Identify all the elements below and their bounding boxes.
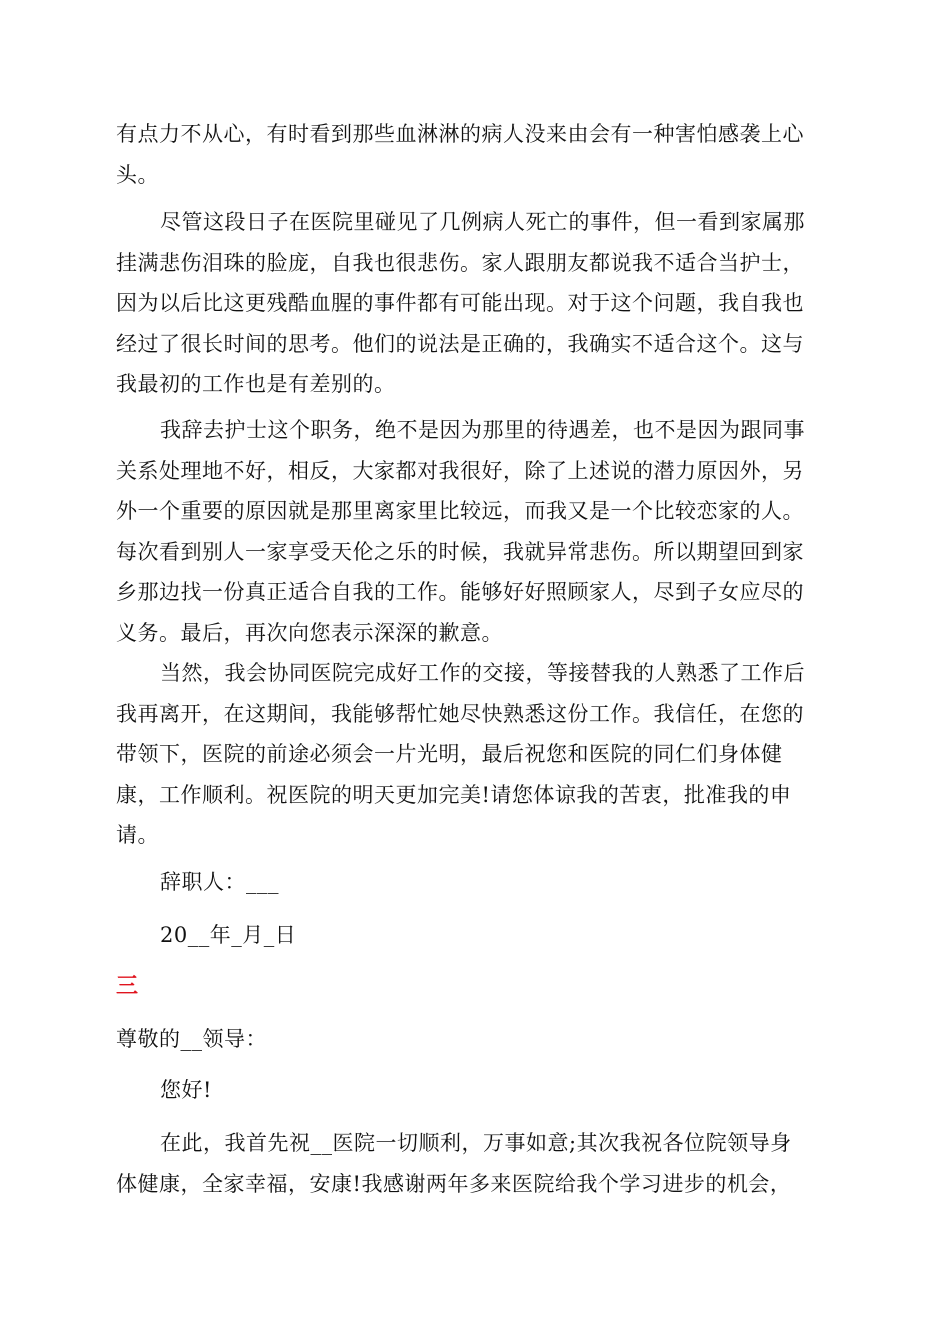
date-line: 20__年_月_日 bbox=[160, 923, 297, 947]
paragraph-1 bbox=[116, 114, 834, 195]
paragraph-line: 头。 bbox=[116, 162, 159, 187]
section-number: 三 bbox=[116, 973, 139, 999]
paragraph-line: 我最初的工作也是有差别的。 bbox=[116, 372, 396, 396]
paragraph-line: 有点力不从心，有时看到那些血淋淋的病人没来由会有一种害怕感袭上心 bbox=[116, 122, 804, 146]
paragraph-line: 我再离开，在这期间，我能够帮忙她尽快熟悉这份工作。我信任，在您的 bbox=[116, 701, 804, 726]
paragraph-line: 乡那边找一份真正适合自我的工作。能够好好照顾家人，尽到子女应尽的 bbox=[116, 580, 804, 604]
paragraph-line: 关系处理地不好，相反，大家都对我很好，除了上述说的潜力原因外，另 bbox=[116, 458, 804, 483]
paragraph-2 bbox=[116, 202, 834, 405]
paragraph-line: 外一个重要的原因就是那里离家里比较远，而我又是一个比较恋家的人。 bbox=[116, 499, 804, 523]
salutation: 尊敬的__领导： bbox=[116, 1027, 267, 1051]
paragraph-line: 请。 bbox=[116, 823, 159, 847]
paragraph-line: 体健康，全家幸福，安康!我感谢两年多来医院给我个学习进步的机会， bbox=[116, 1171, 792, 1196]
paragraph-line: 经过了很长时间的思考。他们的说法是正确的，我确实不适合这个。这与 bbox=[116, 331, 804, 356]
paragraph-line: 每次看到别人一家享受天伦之乐的时候，我就异常悲伤。所以期望回到家 bbox=[116, 539, 804, 564]
paragraph-3 bbox=[116, 410, 834, 653]
paragraph-line: 因为以后比这更残酷血腥的事件都有可能出现。对于这个问题，我自我也 bbox=[116, 291, 804, 315]
paragraph-line: 康，工作顺利。祝医院的明天更加完美!请您体谅我的苦衷，批准我的申 bbox=[116, 782, 792, 807]
resigner-line: 辞职人：___ bbox=[160, 870, 279, 894]
paragraph-line: 挂满悲伤泪珠的脸庞，自我也很悲伤。家人跟朋友都说我不适合当护士， bbox=[116, 250, 804, 275]
paragraph-line: 带领下，医院的前途必须会一片光明，最后祝您和医院的同仁们身体健 bbox=[116, 742, 783, 766]
paragraph-5 bbox=[116, 1123, 834, 1204]
paragraph-4 bbox=[116, 653, 834, 856]
paragraph-line: 在此，我首先祝__医院一切顺利，万事如意;其次我祝各位院领导身 bbox=[160, 1131, 792, 1155]
paragraph-line: 我辞去护士这个职务，绝不是因为那里的待遇差，也不是因为跟同事 bbox=[160, 418, 805, 442]
paragraph-line: 当然，我会协同医院完成好工作的交接，等接替我的人熟悉了工作后 bbox=[160, 661, 805, 685]
paragraph-line: 义务。最后，再次向您表示深深的歉意。 bbox=[116, 620, 503, 645]
paragraph-line: 尽管这段日子在医院里碰见了几例病人死亡的事件，但一看到家属那 bbox=[160, 210, 805, 234]
greeting: 您好! bbox=[160, 1078, 212, 1102]
